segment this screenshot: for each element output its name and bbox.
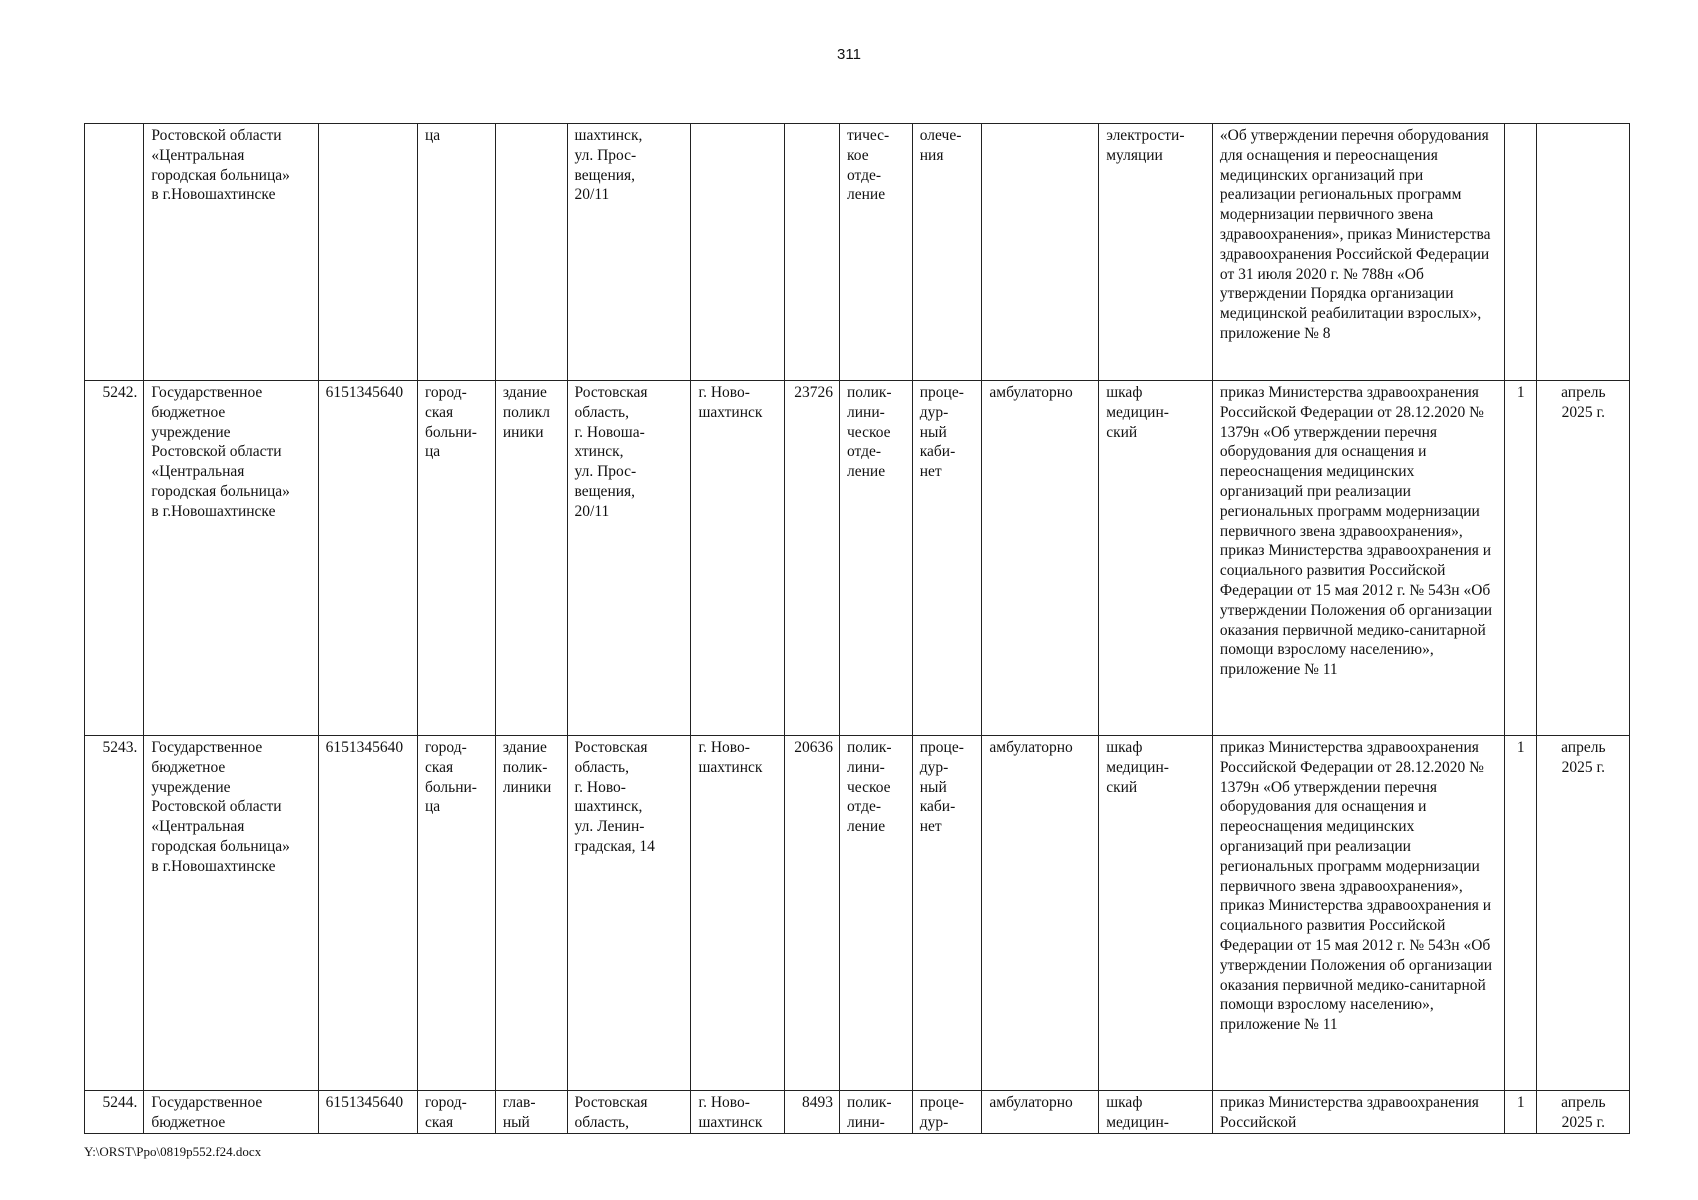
cell-building-name: здание поликл иники [495,381,567,736]
cell-equipment-name: шкаф медицин- ский [1099,736,1213,1091]
cell-care-mode: амбулаторно [982,1091,1099,1134]
cell-quantity: 1 [1504,381,1536,736]
cell-facility-code: 20636 [784,736,839,1091]
cell-delivery-date: апрель 2025 г. [1536,736,1629,1091]
cell-equipment-name: электрости- муляции [1099,124,1213,381]
cell-facility-type: город- ская больни- ца [417,736,495,1091]
cell-facility-code: 8493 [784,1091,839,1134]
cell-legal-basis: приказ Министерства здравоохранения Российской [1212,1091,1504,1134]
cell-row-number: 5242. [85,381,144,736]
cell-row-number: 5243. [85,736,144,1091]
cell-inn-code: 6151345640 [318,736,417,1091]
cell-organization-name: Государственное бюджетное [144,1091,318,1134]
cell-legal-basis: приказ Министерства здравоохранения Российской Федерации от 28.12.2020 № 1379н «Об утверждении перечня оборудования для оснащения и переоснащения медицинских организаций при реализации региональных программ модернизации первичного звена здравоохранения», приказ Министерства здравоохранения и социального развития Российской Федерации от 15 мая 2012 г. № 543н «Об утверждении Положения об организации оказания первичной медико-санитарной помощи взрослому населению», приложение № 11 [1212,736,1504,1091]
cell-legal-basis: «Об утверждении перечня оборудования для оснащения и переоснащения медицинских организаций при реализации региональных программ модернизации первичного звена здравоохранения», приказ Министерства здравоохранения Российской Федерации от 31 июля 2020 г. № 788н «Об утверждении Порядка организации медицинской реабилитации взрослых», приложение № 8 [1212,124,1504,381]
cell-organization-name: Государственное бюджетное учреждение Ростовской области «Центральная городская больница» в г.Новошахтинске [144,736,318,1091]
cell-inn-code: 6151345640 [318,381,417,736]
cell-care-mode: амбулаторно [982,736,1099,1091]
cell-facility-address: Ростовская область, г. Новоша- хтинск, ул. Прос- вещения, 20/11 [567,381,691,736]
cell-delivery-date [1536,124,1629,381]
cell-city: г. Ново- шахтинск [691,736,784,1091]
cell-room: проце- дур- [912,1091,982,1134]
cell-building-name: здание полик- линики [495,736,567,1091]
cell-facility-address: Ростовская область, г. Ново- шахтинск, ул. Ленин- градская, 14 [567,736,691,1091]
cell-row-number: 5244. [85,1091,144,1134]
cell-facility-address: шахтинск, ул. Прос- вещения, 20/11 [567,124,691,381]
cell-equipment-name: шкаф медицин- ский [1099,381,1213,736]
cell-facility-code: 23726 [784,381,839,736]
cell-room: проце- дур- ный каби- нет [912,381,982,736]
cell-quantity: 1 [1504,1091,1536,1134]
cell-building-name: глав- ный [495,1091,567,1134]
cell-facility-code [784,124,839,381]
table-row [85,736,1630,1091]
cell-inn-code [318,124,417,381]
equipment-table [84,123,1630,1134]
cell-department: тичес- кое отде- ление [840,124,913,381]
cell-inn-code: 6151345640 [318,1091,417,1134]
cell-quantity [1504,124,1536,381]
cell-building-name [495,124,567,381]
cell-delivery-date: апрель 2025 г. [1536,381,1629,736]
cell-delivery-date: апрель 2025 г. [1536,1091,1629,1134]
cell-department: полик- лини- [840,1091,913,1134]
cell-quantity: 1 [1504,736,1536,1091]
cell-city: г. Ново- шахтинск [691,381,784,736]
cell-city [691,124,784,381]
cell-row-number [85,124,144,381]
footer-file-path: Y:\ORST\Ppo\0819p552.f24.docx [84,1144,262,1159]
cell-facility-type: ца [417,124,495,381]
cell-care-mode: амбулаторно [982,381,1099,736]
cell-facility-address: Ростовская область, [567,1091,691,1134]
table-row [85,381,1630,736]
cell-facility-type: город- ская больни- ца [417,381,495,736]
cell-organization-name: Ростовской области «Центральная городская больница» в г.Новошахтинске [144,124,318,381]
cell-room: олече- ния [912,124,982,381]
cell-department: полик- лини- ческое отде- ление [840,736,913,1091]
cell-care-mode [982,124,1099,381]
cell-city: г. Ново- шахтинск [691,1091,784,1134]
table-row [85,1091,1630,1134]
page-number: 311 [837,46,861,63]
cell-legal-basis: приказ Министерства здравоохранения Российской Федерации от 28.12.2020 № 1379н «Об утверждении перечня оборудования для оснащения и переоснащения медицинских организаций при реализации региональных программ модернизации первичного звена здравоохранения», приказ Министерства здравоохранения и социального развития Российской Федерации от 15 мая 2012 г. № 543н «Об утверждении Положения об организации оказания первичной медико-санитарной помощи взрослому населению», приложение № 11 [1212,381,1504,736]
cell-equipment-name: шкаф медицин- [1099,1091,1213,1134]
cell-department: полик- лини- ческое отде- ление [840,381,913,736]
cell-organization-name: Государственное бюджетное учреждение Ростовской области «Центральная городская больница» в г.Новошахтинске [144,381,318,736]
cell-room: проце- дур- ный каби- нет [912,736,982,1091]
table-row [85,124,1630,381]
cell-facility-type: город- ская [417,1091,495,1134]
